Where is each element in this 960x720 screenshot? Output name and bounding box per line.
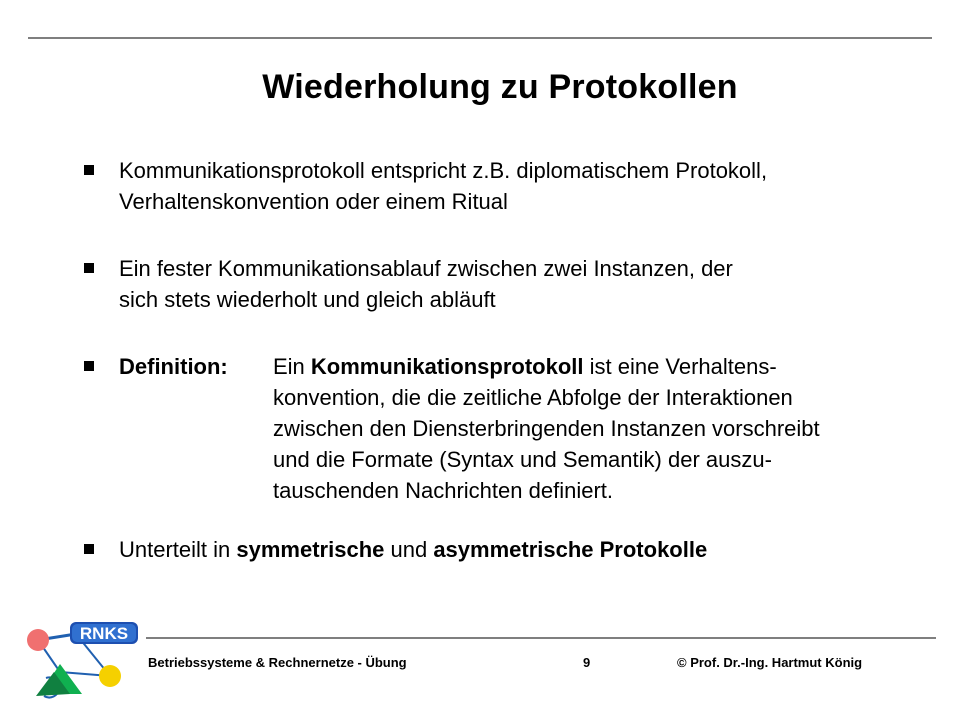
footer-course: Betriebssysteme & Rechnernetze - Übung (148, 655, 407, 670)
logo-text: RNKS (79, 624, 129, 643)
bullet-2-line-1: Ein fester Kommunikationsablauf zwischen zwei Instanzen, der (119, 256, 733, 281)
term-asymmetrische-protokolle: asymmetrische Protokolle (433, 537, 708, 562)
bullet-1-line-2: Verhaltenskonvention oder einem Ritual (119, 189, 508, 214)
bullet-square-icon (84, 544, 94, 554)
footer-page-number: 9 (583, 655, 591, 670)
definition-line-1: Ein Kommunikationsprotokoll ist eine Verhaltens- (273, 354, 777, 379)
bullet-2-line-2: sich stets wiederholt und gleich abläuft (119, 287, 496, 312)
slide-title: Wiederholung zu Protokollen (262, 68, 738, 106)
bullet-square-icon (84, 263, 94, 273)
definition-line-3: zwischen den Diensterbringenden Instanzen vorschreibt (273, 416, 820, 441)
bullet-square-icon (84, 361, 94, 371)
rnks-logo (14, 612, 140, 708)
term-symmetrische: symmetrische (236, 537, 385, 562)
footer-author: © Prof. Dr.-Ing. Hartmut König (677, 655, 863, 670)
definition-line-5: tauschenden Nachrichten definiert. (273, 478, 613, 503)
definition-label: Definition: (119, 354, 228, 379)
term-kommunikationsprotokoll: Kommunikationsprotokoll (310, 354, 584, 379)
definition-line-4: und die Formate (Syntax und Semantik) der auszu- (273, 447, 772, 472)
bullet-square-icon (84, 165, 94, 175)
bottom-divider (146, 637, 936, 639)
top-divider (28, 37, 932, 39)
bullet-4-line-1: Unterteilt in symmetrische und asymmetrische Protokolle (119, 537, 708, 562)
definition-line-2: konvention, die die zeitliche Abfolge der Interaktionen (273, 385, 793, 410)
bullet-1-line-1: Kommunikationsprotokoll entspricht z.B. diplomatischem Protokoll, (119, 158, 768, 183)
